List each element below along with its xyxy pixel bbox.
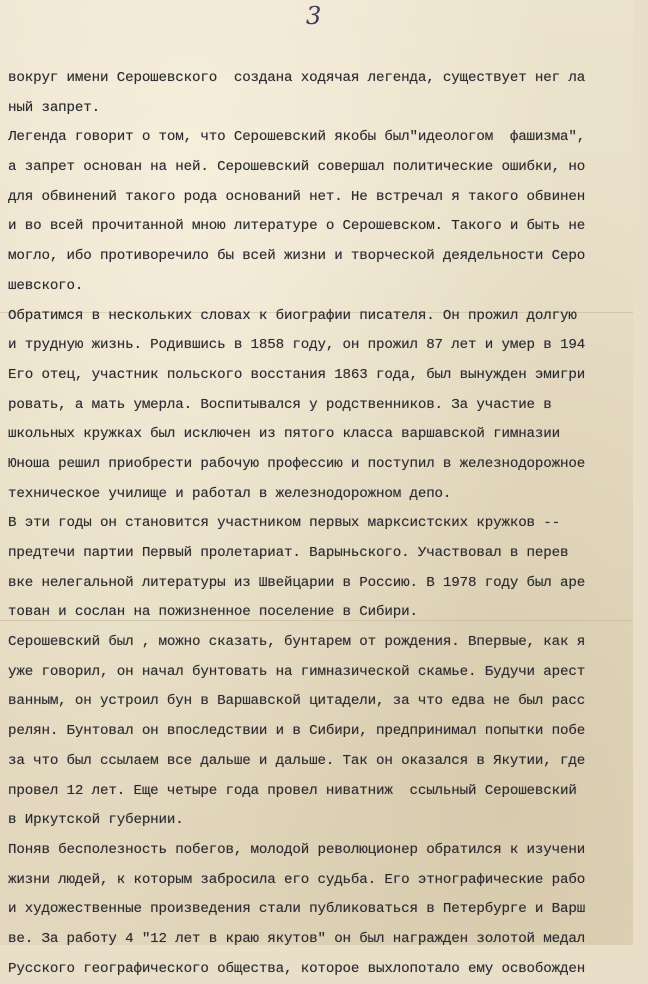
text-line: ванным, он устроил бун в Варшавской цитадели, за что едва не был расс <box>8 693 586 710</box>
text-line: и во всей прочитанной мною литературе о Серошевском. Такого и быть не <box>8 218 586 235</box>
text-line: Обратимся в нескольких словах к биографии писателя. Он прожил долгую <box>8 307 577 324</box>
text-line: за что был ссылаем все дальше и дальше. Так он оказался в Якутии, где <box>8 752 586 769</box>
text-line: в Иркутской губернии. <box>8 812 184 829</box>
text-line: Его отец, участник польского восстания 1863 года, был вынужден эмигри <box>8 366 586 383</box>
text-line: и трудную жизнь. Родившись в 1858 году, он прожил 87 лет и умер в 194 <box>8 337 586 354</box>
text-line: предтечи партии Первый пролетариат. Варыньского. Участвовал в перев <box>8 545 569 561</box>
text-line: Русского географического общества, которое выхлопотало ему освобожден <box>8 960 586 977</box>
text-line: ве. За работу 4 "12 лет в краю якутов" он был награжден золотой медал <box>8 930 586 947</box>
text-line: уже говорил, он начал бунтовать на гимназической скамье. Будучи арест <box>8 663 586 680</box>
text-line: ровать, а мать умерла. Воспитывался у родственников. За участие в <box>8 396 552 413</box>
text-line: и художественные произведения стали публиковаться в Петербурге и Варш <box>8 901 586 918</box>
text-line: школьных кружках был исключен из пятого класса варшавской гимназии <box>8 426 561 443</box>
text-line: Поняв бесполезность побегов, молодой революционер обратился к изучени <box>8 841 586 858</box>
text-line: вке нелегальной литературы из Швейцарии в Россию. В 1978 году был аре <box>8 574 586 591</box>
text-line: шевского. <box>8 277 84 294</box>
typewritten-text <box>8 64 648 984</box>
text-line: релян. Бунтовал он впоследствии и в Сибири, предпринимал попытки побе <box>8 723 586 740</box>
text-line: для обвинений такого рода оснований нет. Не встречал я такого обвинен <box>8 188 586 205</box>
text-line: вокруг имени Серошевского создана ходячая легенда, существует нег ла <box>8 70 586 86</box>
text-line: В эти годы он становится участником первых марксистских кружков -- <box>8 515 561 532</box>
text-line: Легенда говорит о том, что Серошевский якобы был"идеологом фашизма", <box>8 129 586 146</box>
text-line: могло, ибо противоречило бы всей жизни и творческой деядельности Серо <box>8 248 586 265</box>
text-line: провел 12 лет. Еще четыре года провел ниватниж ссыльный Серошевский <box>8 782 577 799</box>
text-line: техническое училище и работал в железнодорожном депо. <box>8 485 452 502</box>
text-line: жизни людей, к которым забросила его судьба. Его этнографические рабо <box>8 871 586 888</box>
text-line: а запрет основан на ней. Серошевский совершал политические ошибки, но <box>8 159 586 176</box>
text-line: Юноша решил приобрести рабочую профессию и поступил в железнодорожное <box>8 455 586 472</box>
text-line: тован и сослан на пожизненное поселение в Сибири. <box>8 604 418 621</box>
text-line: ный запрет. <box>8 99 101 116</box>
page-number: 3 <box>306 2 322 30</box>
text-line: Серошевский был , можно сказать, бунтарем от рождения. Впервые, как я <box>8 634 586 651</box>
